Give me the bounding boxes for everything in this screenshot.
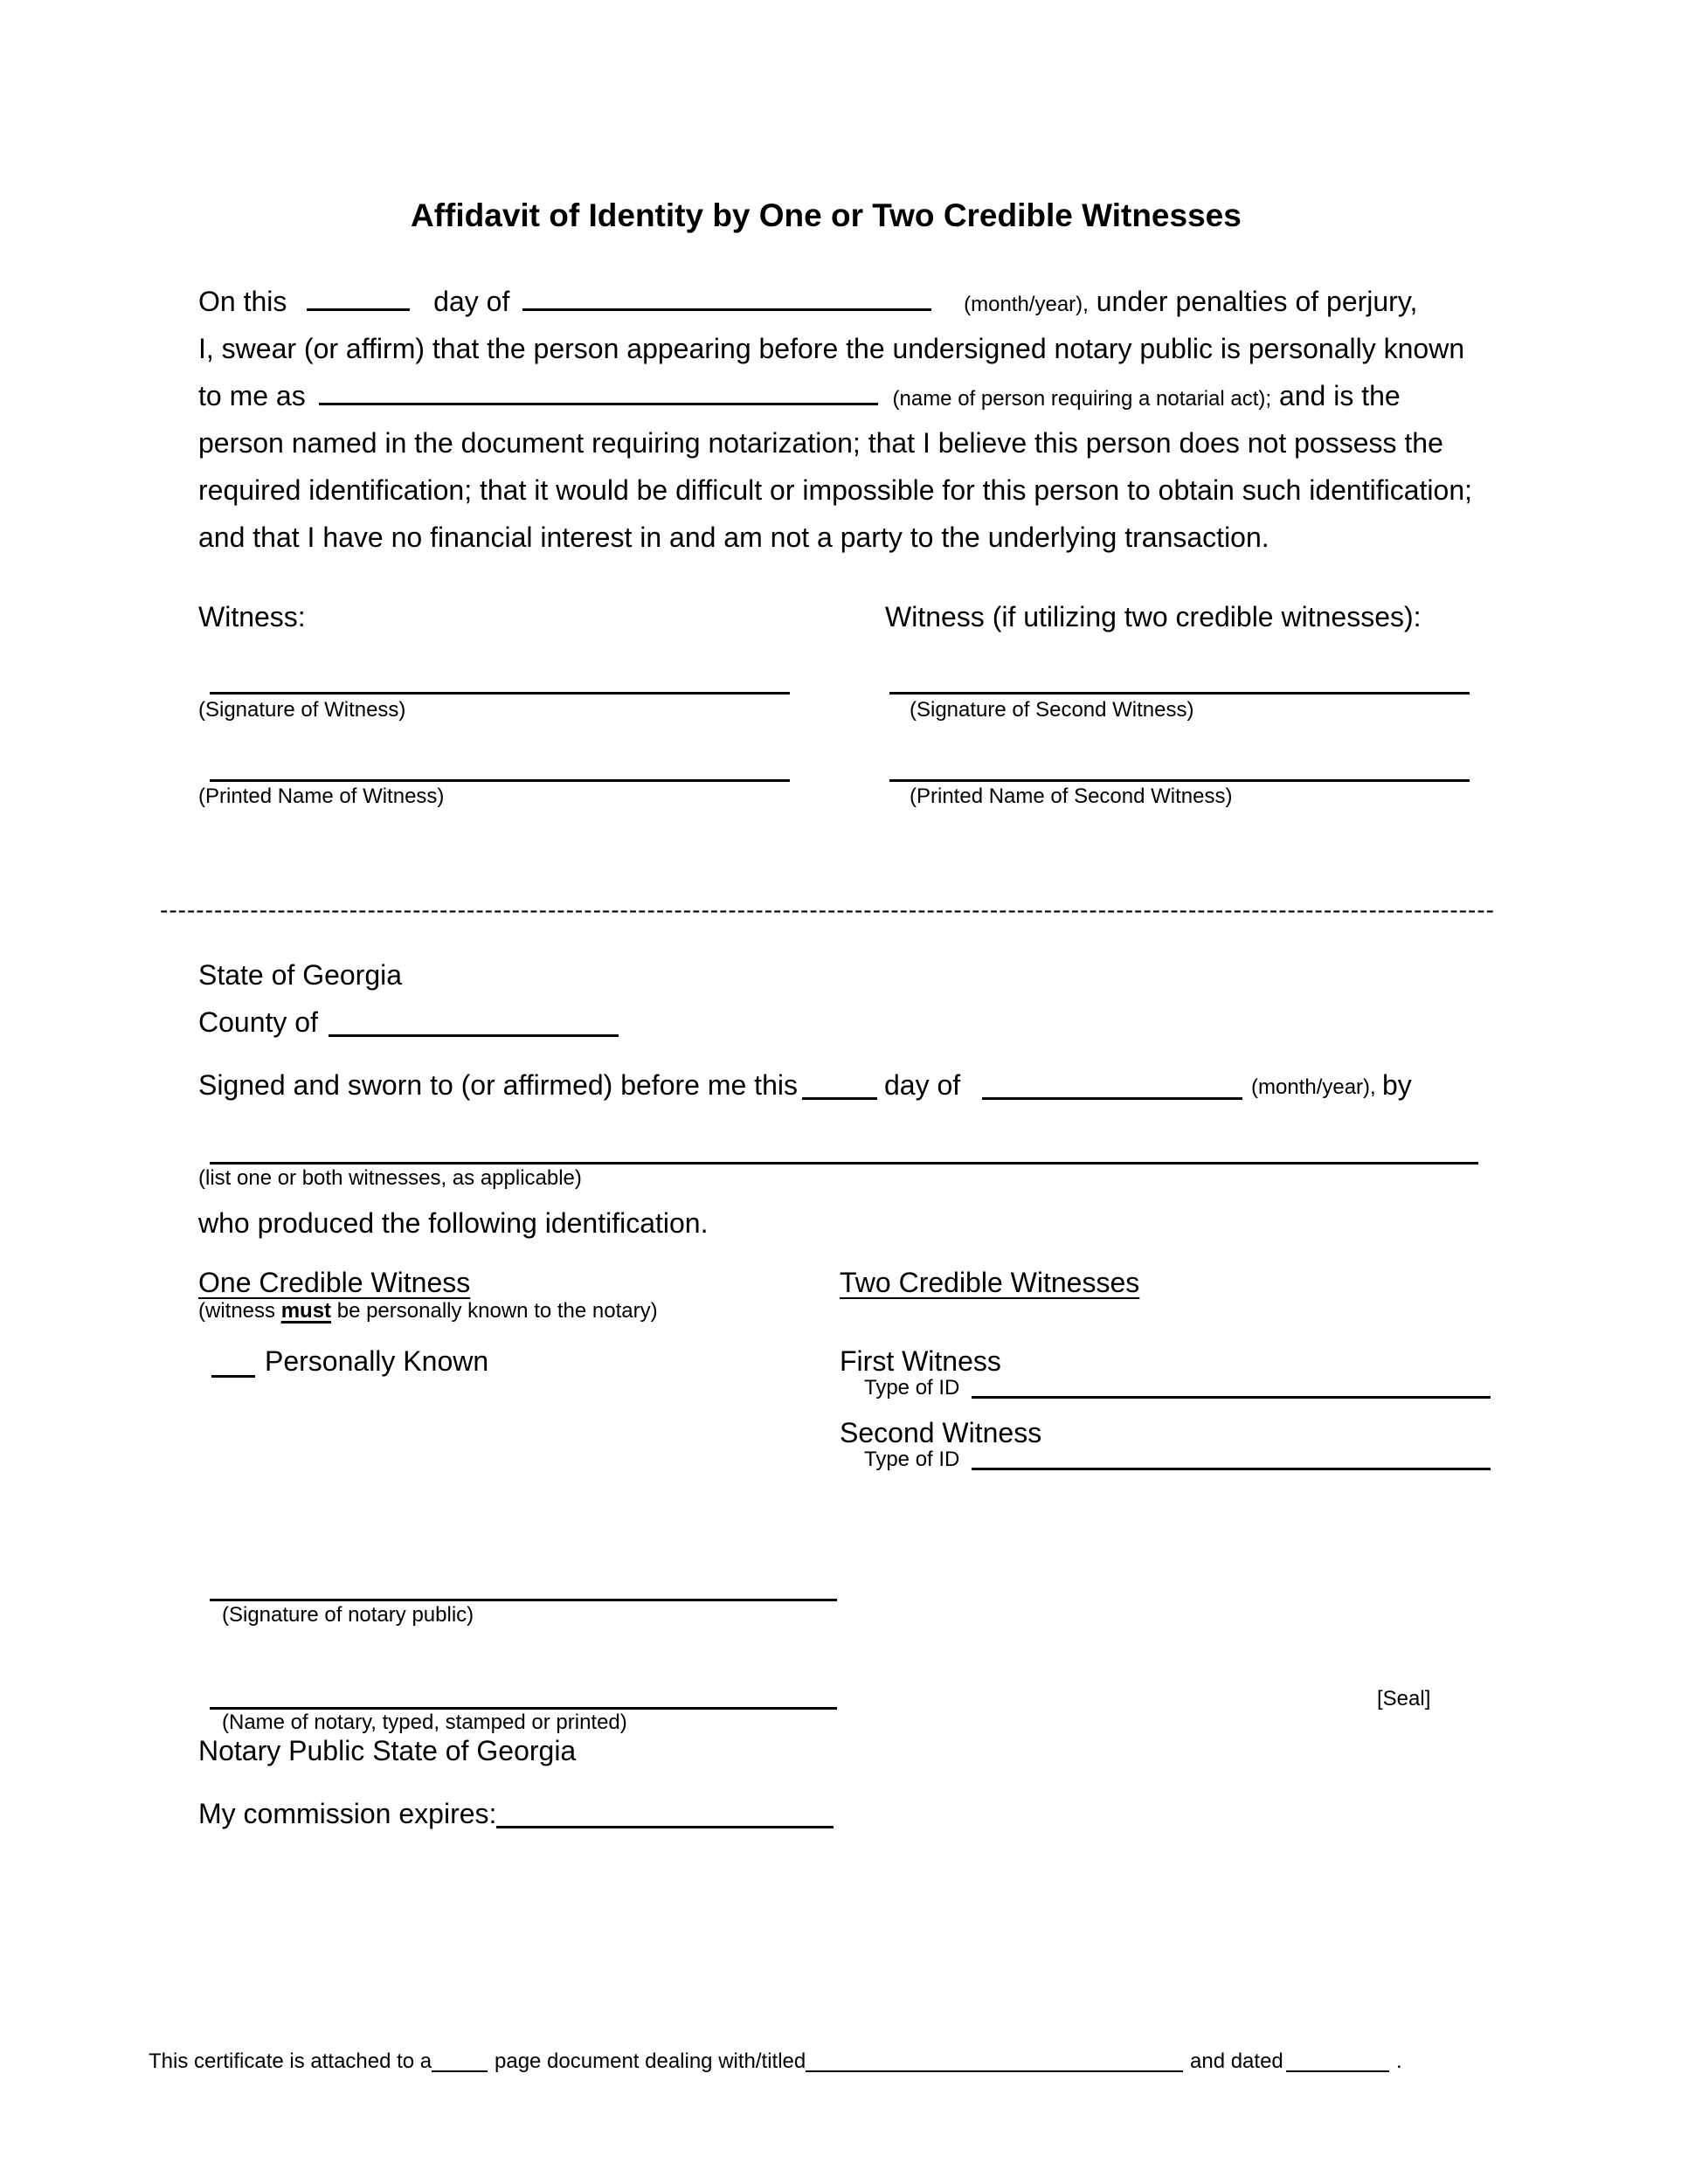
notary-month-year-blank[interactable] — [982, 1097, 1242, 1100]
witness-list-note: (list one or both witnesses, as applicable) — [198, 1166, 582, 1190]
first-witness-id-blank[interactable] — [972, 1396, 1491, 1399]
day-blank[interactable] — [307, 286, 410, 311]
paragraph-line-5: required identification; that it would be difficult or impossible for this person to obtain such identification; — [198, 474, 1472, 506]
notary-month-year-note: (month/year), — [1251, 1075, 1376, 1099]
notary-day-of-text: day of — [884, 1069, 961, 1101]
on-this-text: On this — [198, 286, 287, 317]
second-witness-id-blank[interactable] — [972, 1468, 1491, 1470]
one-witness-note-pre: (witness — [198, 1299, 276, 1323]
footer-pages-blank[interactable] — [432, 2070, 488, 2072]
notary-name-caption: (Name of notary, typed, stamped or printed) — [222, 1711, 627, 1734]
personally-known-blank[interactable] — [211, 1375, 255, 1378]
one-witness-heading: One Credible Witness — [198, 1267, 471, 1298]
one-witness-note — [198, 1298, 658, 1324]
month-year-blank[interactable] — [522, 286, 931, 311]
commission-text: My commission expires: — [198, 1798, 497, 1829]
paragraph-line-3 — [198, 372, 1491, 419]
personally-known-text: Personally Known — [265, 1345, 489, 1377]
person-name-blank[interactable] — [319, 380, 878, 405]
second-witness-type-of-id: Type of ID — [864, 1448, 960, 1471]
paragraph-line-1 — [198, 278, 1491, 325]
county-text: County of — [198, 1006, 318, 1038]
footer-title-blank[interactable] — [806, 2070, 1183, 2072]
page-title: Affidavit of Identity by One or Two Credible Witnesses — [411, 197, 1242, 233]
month-year-note: (month/year), — [964, 293, 1089, 316]
notary-signature-caption: (Signature of notary public) — [222, 1603, 474, 1627]
witness2-label: Witness (if utilizing two credible witnesses): — [885, 601, 1422, 632]
affidavit-paragraph — [198, 278, 1491, 561]
first-witness-type-of-id: Type of ID — [864, 1376, 960, 1400]
signed-sworn-text: Signed and sworn to (or affirmed) before me this — [198, 1069, 798, 1101]
section-separator: ---------------------------------------------------------------------------------------------------------------------------------------------------- — [160, 896, 1495, 923]
notary-signature-line[interactable] — [210, 1599, 837, 1601]
and-is-the-text: and is the — [1278, 380, 1401, 411]
county-blank[interactable] — [329, 1034, 619, 1037]
witness-list-blank[interactable] — [210, 1162, 1478, 1165]
witness-signature-caption: (Signature of Witness) — [198, 698, 406, 722]
one-witness-note-post: be personally known to the notary) — [336, 1299, 658, 1323]
to-me-as-text: to me as — [198, 380, 306, 411]
notary-day-blank[interactable] — [802, 1097, 877, 1100]
paragraph-line-6: and that I have no financial interest in and am not a party to the underlying transaction. — [198, 522, 1269, 553]
by-text: by — [1382, 1069, 1412, 1101]
witness-signature-line[interactable] — [210, 692, 790, 695]
footer-and-dated-text: and dated — [1190, 2049, 1283, 2073]
person-name-note: (name of person requiring a notarial act); — [892, 387, 1272, 411]
state-text: State of Georgia — [198, 959, 403, 991]
commission-blank[interactable] — [496, 1826, 834, 1828]
second-witness-printed-name-line[interactable] — [889, 779, 1470, 782]
second-witness-signature-line[interactable] — [889, 692, 1470, 695]
witness-printed-name-line[interactable] — [210, 779, 790, 782]
witness-label: Witness: — [198, 601, 306, 632]
footer-page-doc-text: page document dealing with/titled — [495, 2049, 806, 2073]
produced-text: who produced the following identification. — [198, 1207, 709, 1239]
footer-date-blank[interactable] — [1286, 2070, 1389, 2072]
footer-period: . — [1396, 2049, 1402, 2073]
two-witness-heading: Two Credible Witnesses — [840, 1267, 1140, 1298]
perjury-text: under penalties of perjury, — [1096, 286, 1418, 317]
must-emphasis: must — [280, 1299, 332, 1323]
notary-public-text: Notary Public State of Georgia — [198, 1735, 577, 1766]
witness-printed-name-caption: (Printed Name of Witness) — [198, 784, 445, 808]
paragraph-line-4: person named in the document requiring notarization; that I believe this person does not possess the — [198, 427, 1443, 459]
second-witness-text: Second Witness — [840, 1417, 1042, 1448]
seal-text: [Seal] — [1377, 1687, 1431, 1711]
second-witness-signature-caption: (Signature of Second Witness) — [910, 698, 1194, 722]
second-witness-printed-name-caption: (Printed Name of Second Witness) — [910, 784, 1233, 808]
first-witness-text: First Witness — [840, 1345, 1001, 1377]
day-of-text: day of — [433, 286, 510, 317]
paragraph-line-2: I, swear (or affirm) that the person appearing before the undersigned notary public is personally known — [198, 333, 1465, 364]
footer-attached-text: This certificate is attached to a — [149, 2049, 432, 2073]
